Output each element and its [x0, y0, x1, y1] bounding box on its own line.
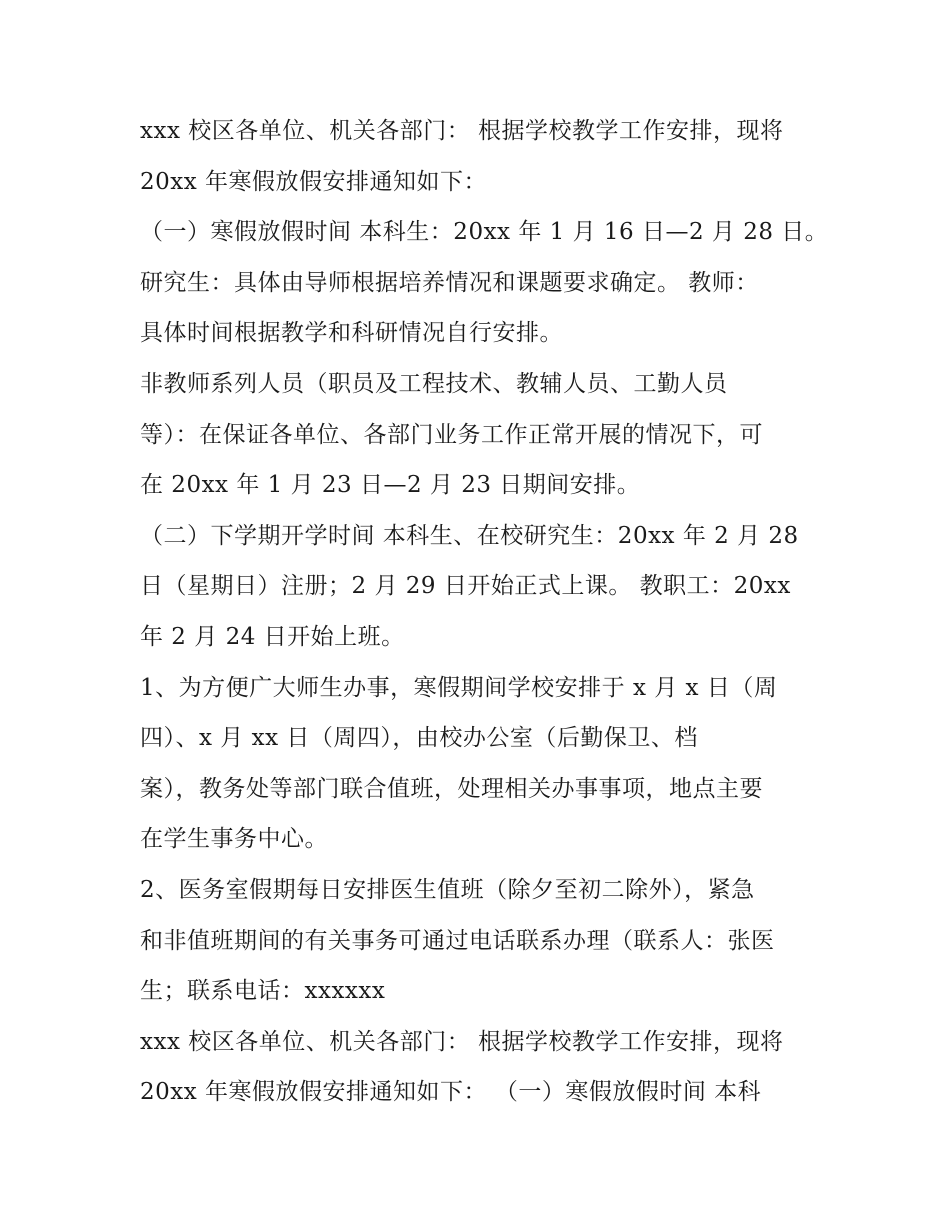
text-line: 在学生事务中心。	[140, 826, 328, 853]
text-line: xxx 校区各单位、机关各部门： 根据学校教学工作安排，现将	[140, 118, 784, 144]
text-line: 日（星期日）注册；2 月 29 日开始正式上课。 教职工：20xx	[140, 573, 791, 600]
text-line: 和非值班期间的有关事务可通过电话联系办理（联系人：张医	[140, 927, 775, 954]
text-line: 在 20xx 年 1 月 23 日—2 月 23 日期间安排。	[140, 472, 641, 499]
text-line: （一）寒假放假时间 本科生：20xx 年 1 月 16 日—2 月 28 日。	[140, 219, 829, 246]
text-line: 20xx 年寒假放假安排通知如下： （一）寒假放假时间 本科	[140, 1079, 762, 1106]
text-line: 非教师系列人员（职员及工程技术、教辅人员、工勤人员	[140, 370, 728, 397]
text-line: 年 2 月 24 日开始上班。	[140, 623, 405, 650]
text-line: 等）：在保证各单位、各部门业务工作正常开展的情况下，可	[140, 421, 763, 448]
document-body	[140, 106, 829, 1118]
text-line: xxx 校区各单位、机关各部门： 根据学校教学工作安排，现将	[140, 1028, 784, 1055]
text-line: 研究生：具体由导师根据培养情况和课题要求确定。 教师：	[140, 269, 759, 296]
text-line: （二）下学期开学时间 本科生、在校研究生：20xx 年 2 月 28	[140, 522, 799, 549]
text-line: 生；联系电话：xxxxxx	[140, 978, 386, 1005]
text-line: 四）、x 月 xx 日（周四），由校办公室（后勤保卫、档	[140, 725, 698, 752]
text-line: 具体时间根据教学和科研情况自行安排。	[140, 320, 563, 347]
text-line: 2、医务室假期每日安排医生值班（除夕至初二除外），紧急	[140, 876, 755, 903]
text-line: 20xx 年寒假放假安排通知如下：	[140, 168, 488, 195]
text-line: 案），教务处等部门联合值班，处理相关办事事项，地点主要	[140, 775, 763, 802]
text-line: 1、为方便广大师生办事，寒假期间学校安排于 x 月 x 日（周	[140, 674, 778, 701]
